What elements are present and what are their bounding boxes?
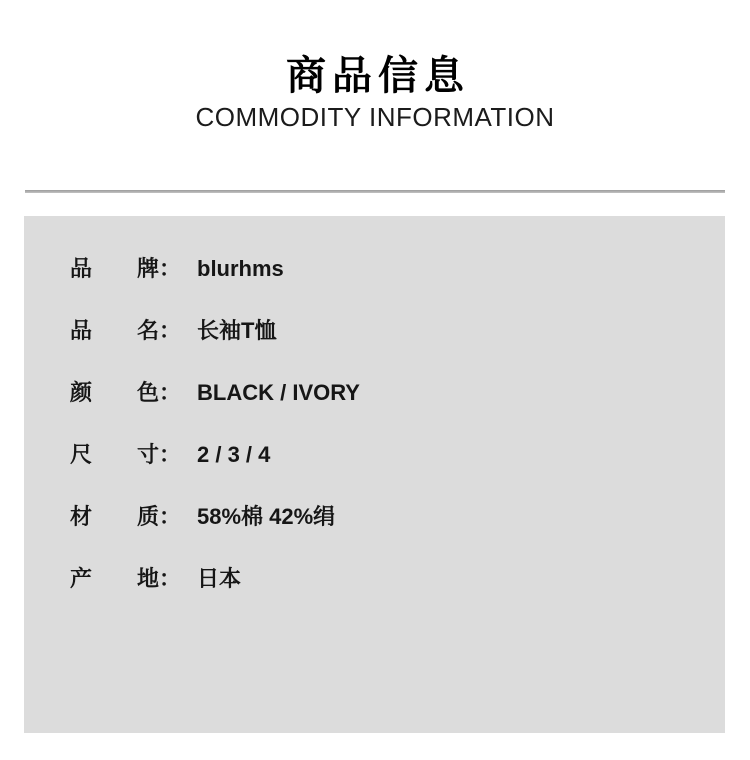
spec-colon: ：	[159, 442, 182, 467]
page-title: 商品信息	[286, 54, 470, 98]
spec-value-color: BLACK / IVORY	[197, 380, 360, 405]
spec-colon: ：	[159, 380, 182, 405]
spec-label-color: 颜 色	[70, 380, 159, 405]
spec-colon: ：	[159, 566, 182, 591]
spec-value-size: 2 / 3 / 4	[197, 442, 271, 467]
spec-value-product-name: 长袖T恤	[197, 318, 277, 343]
spec-label-product-name: 品 名	[70, 318, 159, 343]
spec-colon: ：	[159, 318, 182, 343]
spec-value-material: 58%棉 42%绢	[197, 504, 336, 529]
spec-row-size	[70, 442, 725, 468]
spec-row-color	[70, 380, 725, 406]
spec-label-origin: 产 地	[70, 566, 159, 591]
spec-row-brand	[70, 256, 725, 282]
spec-label-material: 材 质	[70, 504, 159, 529]
page-subtitle: COMMODITY INFORMATION	[195, 102, 555, 132]
commodity-spec-panel	[24, 216, 725, 733]
spec-value-brand: blurhms	[197, 256, 284, 281]
spec-row-material	[70, 504, 725, 530]
spec-colon: ：	[159, 504, 182, 529]
spec-row-product-name	[70, 318, 725, 344]
spec-label-size: 尺 寸	[70, 442, 159, 467]
spec-row-origin	[70, 566, 725, 592]
spec-value-origin: 日本	[197, 566, 242, 591]
spec-colon: ：	[159, 256, 182, 281]
section-divider	[25, 190, 725, 193]
spec-label-brand: 品 牌	[70, 256, 159, 281]
